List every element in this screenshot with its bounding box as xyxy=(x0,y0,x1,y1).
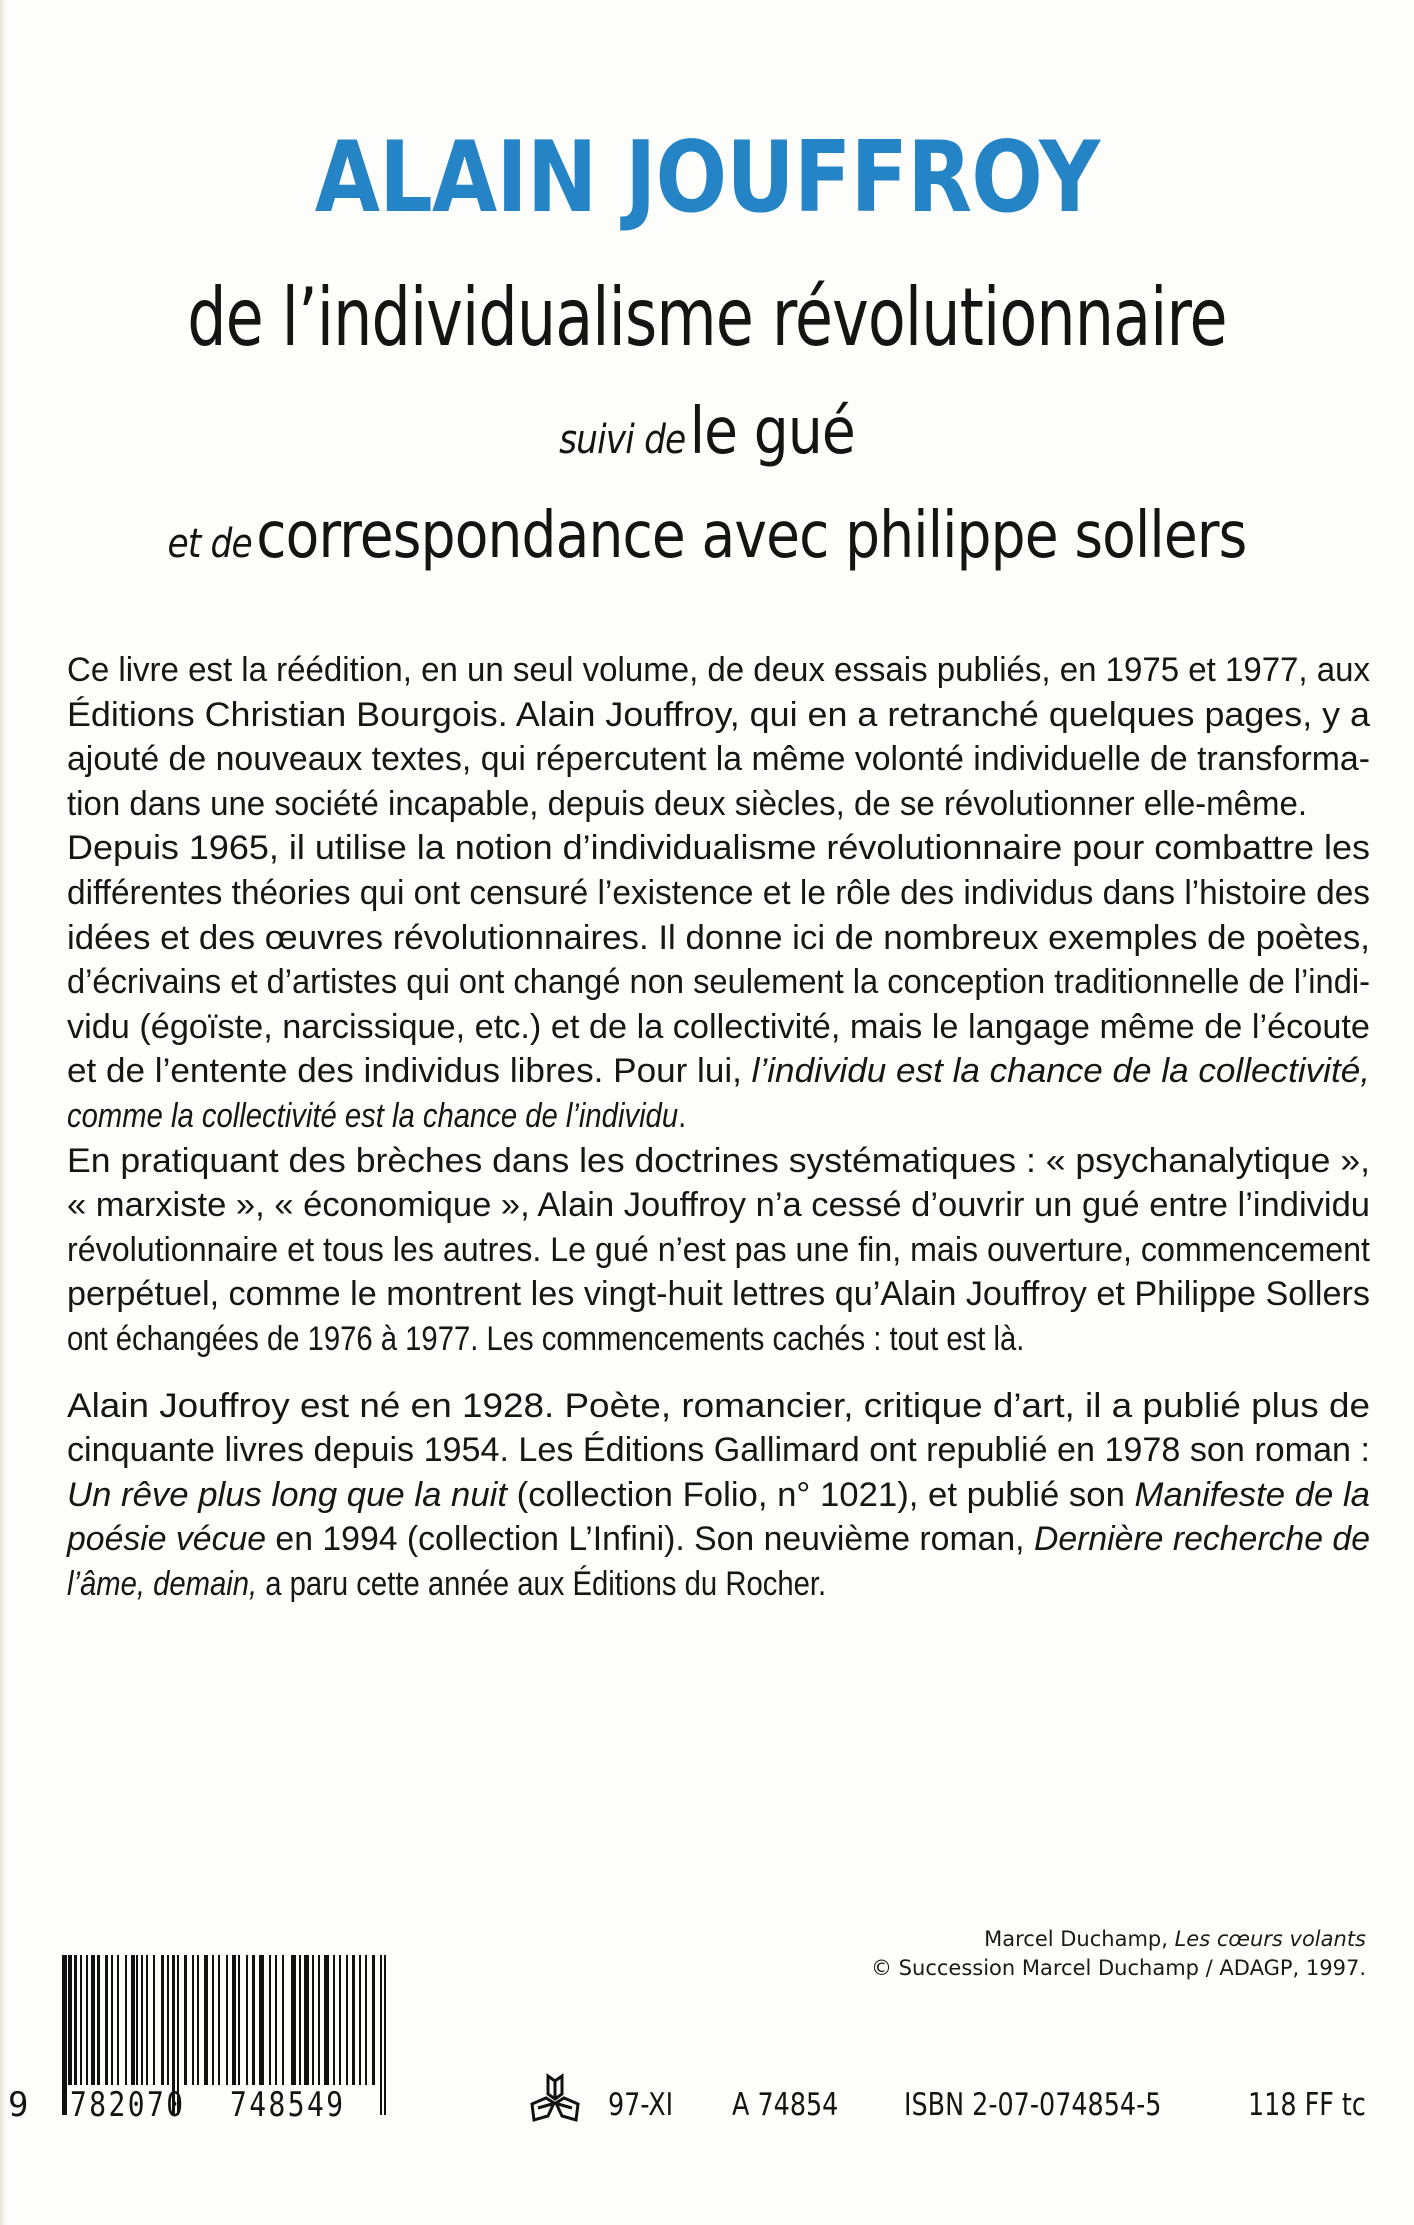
text-line: tion dans une société incapable, depuis deux siècles, de se révolutionner elle-même. xyxy=(67,784,1307,823)
price: 118 FF tc xyxy=(1248,2087,1366,2123)
publisher-logo-icon xyxy=(528,2072,582,2128)
text-line: comme la collectivité est la chance de l’individu. xyxy=(67,1096,687,1135)
subtitle-correspondance xyxy=(99,496,1315,592)
barcode-digits xyxy=(8,2085,408,2125)
text-line: En pratiquant des brèches dans les doctrines systématiques : « psychanalytique », xyxy=(67,1141,1370,1180)
barcode-digit-first: 9 xyxy=(8,2085,29,2125)
book-title: de l’individualisme révolutionnaire xyxy=(187,271,1227,364)
isbn: ISBN 2-07-074854-5 xyxy=(904,2087,1162,2123)
text-line: idées et des œuvres révolutionnaires. Il donne ici de nombreux exemples de poètes, xyxy=(67,918,1370,957)
text-line: différentes théories qui ont censuré l’existence et le rôle des individus dans l’histoire des xyxy=(67,873,1370,912)
blurb-paragraph xyxy=(67,648,1370,1362)
print-code: 97-XI xyxy=(608,2087,674,2123)
credit-line-copyright: © Succession Marcel Duchamp / ADAGP, 1997. xyxy=(871,1956,1366,1980)
text-line: Éditions Christian Bourgois. Alain Jouffroy, qui en a retranché quelques pages, y a xyxy=(67,695,1370,734)
author-name: ALAIN JOUFFROY xyxy=(314,121,1100,235)
text-line: Alain Jouffroy est né en 1928. Poète, romancier, critique d’art, il a publié plus de xyxy=(67,1386,1370,1425)
text-line: Un rêve plus long que la nuit (collection Folio, n° 1021), et publié son Manifeste de la xyxy=(67,1475,1370,1514)
barcode-digits-left: 782070 xyxy=(70,2085,186,2125)
text-line: Depuis 1965, il utilise la notion d’individualisme révolutionnaire pour combattre les xyxy=(67,829,1370,868)
subtitle-title: le gué xyxy=(689,395,855,469)
text-line: l’âme, demain, a paru cette année aux Éditions du Rocher. xyxy=(67,1564,827,1603)
text-line: poésie vécue en 1994 (collection L’Infini). Son neuvième roman, Dernière recherche de xyxy=(67,1520,1370,1559)
subtitle-le-gue xyxy=(99,392,1315,488)
text-line: et de l’entente des individus libres. Pour lui, l’individu est la chance de la collectivité, xyxy=(67,1052,1370,1091)
text-line: perpétuel, comme le montrent les vingt-huit lettres qu’Alain Jouffroy et Philippe Sollers xyxy=(67,1275,1370,1314)
text-line: d’écrivains et d’artistes qui ont changé non seulement la conception traditionnelle de l’indi- xyxy=(67,963,1370,1002)
cover-edge xyxy=(0,0,6,2225)
subtitle-prefix: suivi de xyxy=(559,417,686,463)
text-line: « marxiste », « économique », Alain Jouffroy n’a cessé d’ouvrir un gué entre l’individu xyxy=(67,1186,1370,1225)
text-line: cinquante livres depuis 1954. Les Éditions Gallimard ont republié en 1978 son roman : xyxy=(67,1431,1370,1470)
barcode-digits-right: 748549 xyxy=(230,2085,346,2125)
reference-number: A 74854 xyxy=(732,2087,839,2123)
text-line: ajouté de nouveaux textes, qui répercutent la même volonté individuelle de transforma- xyxy=(67,740,1370,779)
blurb-text xyxy=(67,648,1370,1606)
text-line: vidu (égoïste, narcissique, etc.) et de la collectivité, mais le langage même de l’écoute xyxy=(67,1007,1370,1046)
subtitle-title: correspondance avec philippe sollers xyxy=(256,499,1247,573)
text-line: Ce livre est la réédition, en un seul volume, de deux essais publiés, en 1975 et 1977, aux xyxy=(67,651,1370,689)
footer-publishing-info xyxy=(528,2080,1378,2130)
text-line: ont échangées de 1976 à 1977. Les commencements cachés : tout est là. xyxy=(67,1319,1025,1358)
credit-line-artwork: Marcel Duchamp, Les cœurs volants xyxy=(984,1927,1366,1951)
text-line: révolutionnaire et tous les autres. Le gué n’est pas une fin, mais ouverture, commencement xyxy=(67,1230,1370,1269)
image-credits xyxy=(871,1925,1366,1983)
bio-paragraph xyxy=(67,1384,1370,1607)
subtitle-prefix: et de xyxy=(167,521,252,567)
